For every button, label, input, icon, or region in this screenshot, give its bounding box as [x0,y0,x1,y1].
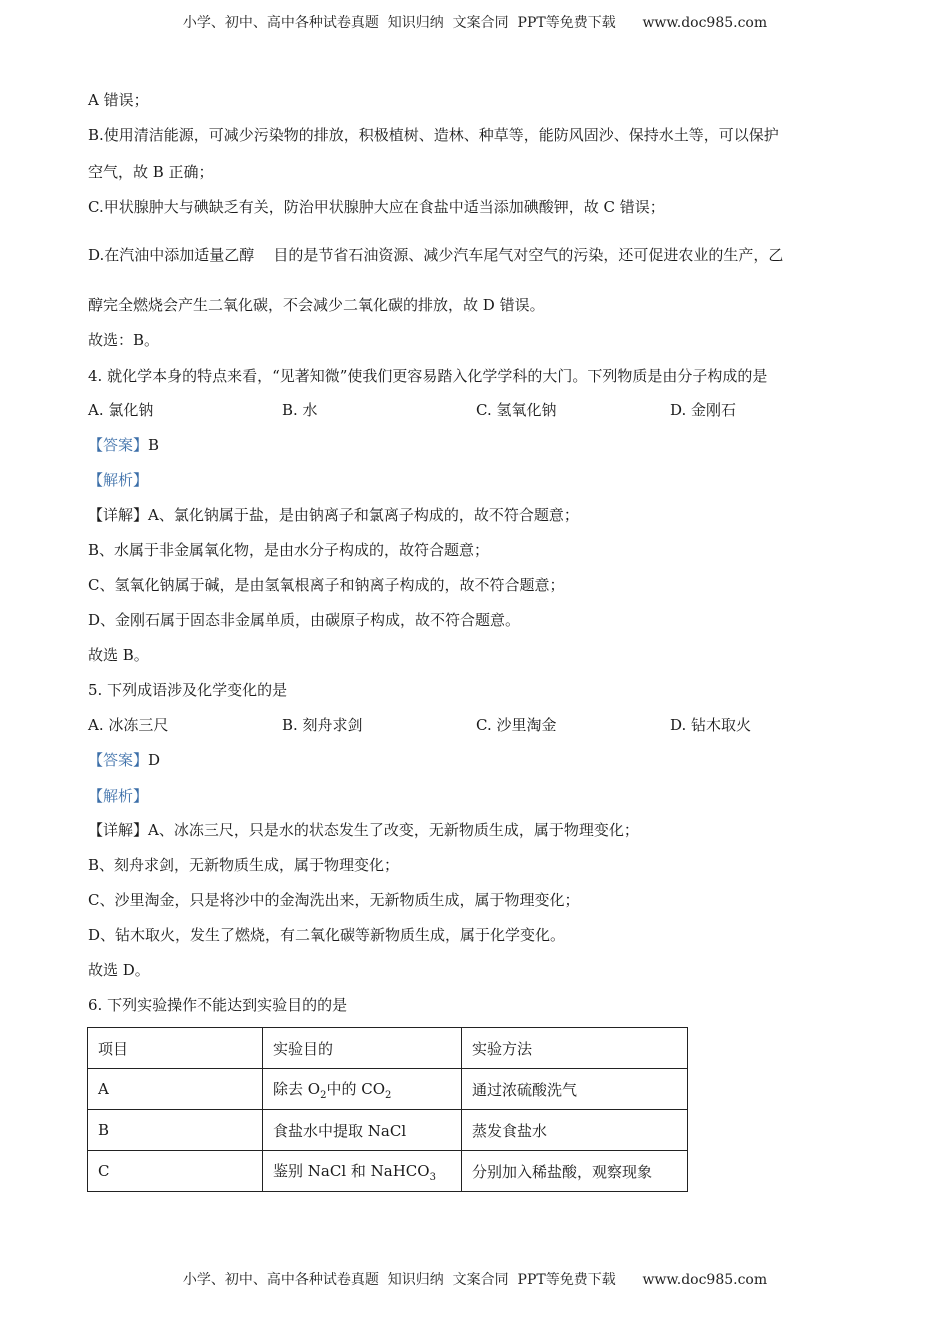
table-row [88,1151,688,1192]
table-cell-item: C [88,1151,263,1192]
q5-choose: 故选 D。 [88,961,150,979]
table-header-cell: 实验目的 [263,1028,462,1069]
table-cell-goal [263,1069,462,1110]
q5-detail-3: C、沙里淘金，只是将沙中的金淘洗出来，无新物质生成，属于物理变化； [88,891,580,909]
footer-url[interactable]: www.doc985.com [642,1272,768,1288]
table-row [88,1069,688,1110]
q4-detail-1 [88,505,579,525]
goal-text: 除去 O [273,1079,321,1098]
q4-detail-3: C、氢氧化钠属于碱，是由氢氧根离子和钠离子构成的，故不符合题意； [88,576,565,594]
q4-answer-tag: 【答案】 [88,436,149,454]
q5-detail-tag: 【详解】 [88,821,149,839]
prev-d-line1: D.在汽油中添加适量乙醇 目的是节省石油资源、减少汽车尾气对空气的污染，还可促进农业的生产，乙 [88,246,784,264]
goal-text: 中的 CO [326,1079,385,1098]
q5-option-d: D. 钻木取火 [670,716,752,734]
table-header-row [88,1028,688,1069]
header-url[interactable]: www.doc985.com [642,15,768,31]
q4-option-d: D. 金刚石 [670,401,737,419]
prev-a: A 错误； [88,91,149,109]
q4-detail-4: D、金刚石属于固态非金属单质，由碳原子构成，故不符合题意。 [88,611,521,629]
goal-subscript: 3 [429,1171,436,1183]
prev-b-line1: B.使用清洁能源，可减少污染物的排放，积极植树、造林、种草等，能防风固沙、保持水土等，可以保护 [88,126,779,144]
table-row [88,1110,688,1151]
q5-answer-tag: 【答案】 [88,751,149,769]
q4-option-c: C. 氢氧化钠 [476,401,557,419]
page-header [0,12,950,32]
prev-b-line2: 空气，故 B 正确； [88,163,214,181]
table-cell-method: 分别加入稀盐酸，观察现象 [462,1151,688,1192]
table-cell-goal: 食盐水中提取 NaCl [263,1110,462,1151]
table-cell-goal [263,1151,462,1192]
footer-text: 小学、初中、高中各种试卷真题 知识归纳 文案合同 PPT等免费下载 [182,1272,616,1288]
prev-d-line2: 醇完全燃烧会产生二氧化碳，不会减少二氧化碳的排放，故 D 错误。 [88,296,545,314]
header-text: 小学、初中、高中各种试卷真题 知识归纳 文案合同 PPT等免费下载 [182,15,616,31]
goal-text: 鉴别 NaCl 和 NaHCO [273,1161,430,1180]
goal-subscript: 2 [320,1089,327,1101]
table-cell-item: A [88,1069,263,1110]
page-footer [0,1269,950,1289]
q5-option-b: B. 刻舟求剑 [282,716,363,734]
table-header-cell: 实验方法 [462,1028,688,1069]
table-cell-item: B [88,1110,263,1151]
q4-choose: 故选 B。 [88,646,149,664]
q4-detail-tag: 【详解】 [88,506,149,524]
q5-analysis-tag: 【解析】 [88,787,149,805]
q4-detail-1-text: A、氯化钠属于盐，是由钠离子和氯离子构成的，故不符合题意； [148,506,579,524]
q5-answer-value: D [148,751,161,769]
q4-analysis-tag: 【解析】 [88,471,149,489]
experiment-table [87,1027,688,1192]
q5-detail-2: B、刻舟求剑，无新物质生成，属于物理变化； [88,856,400,874]
q4-answer [88,435,159,455]
q4-answer-value: B [148,436,160,454]
q5-option-a: A. 冰冻三尺 [88,716,169,734]
q5-stem: 5. 下列成语涉及化学变化的是 [88,681,288,699]
q4-stem: 4. 就化学本身的特点来看，“见著知微”使我们更容易踏入化学学科的大门。下列物质是由分子构成的是 [88,367,768,385]
q4-detail-2: B、水属于非金属氧化物，是由水分子构成的，故符合题意； [88,541,490,559]
goal-subscript: 2 [385,1089,392,1101]
table-header-cell: 项目 [88,1028,263,1069]
prev-c: C.甲状腺肿大与碘缺乏有关，防治甲状腺肿大应在食盐中适当添加碘酸钾，故 C 错误； [88,198,665,216]
q4-option-a: A. 氯化钠 [88,401,154,419]
q5-detail-1-text: A、冰冻三尺，只是水的状态发生了改变，无新物质生成，属于物理变化； [148,821,639,839]
prev-choose: 故选：B。 [88,331,160,349]
q4-option-b: B. 水 [282,401,318,419]
table-cell-method: 通过浓硫酸洗气 [462,1069,688,1110]
q5-option-c: C. 沙里淘金 [476,716,557,734]
q5-detail-1 [88,820,639,840]
q5-detail-4: D、钻木取火，发生了燃烧，有二氧化碳等新物质生成，属于化学变化。 [88,926,566,944]
table-cell-method: 蒸发食盐水 [462,1110,688,1151]
q5-answer [88,750,160,770]
q6-stem: 6. 下列实验操作不能达到实验目的的是 [88,996,348,1014]
